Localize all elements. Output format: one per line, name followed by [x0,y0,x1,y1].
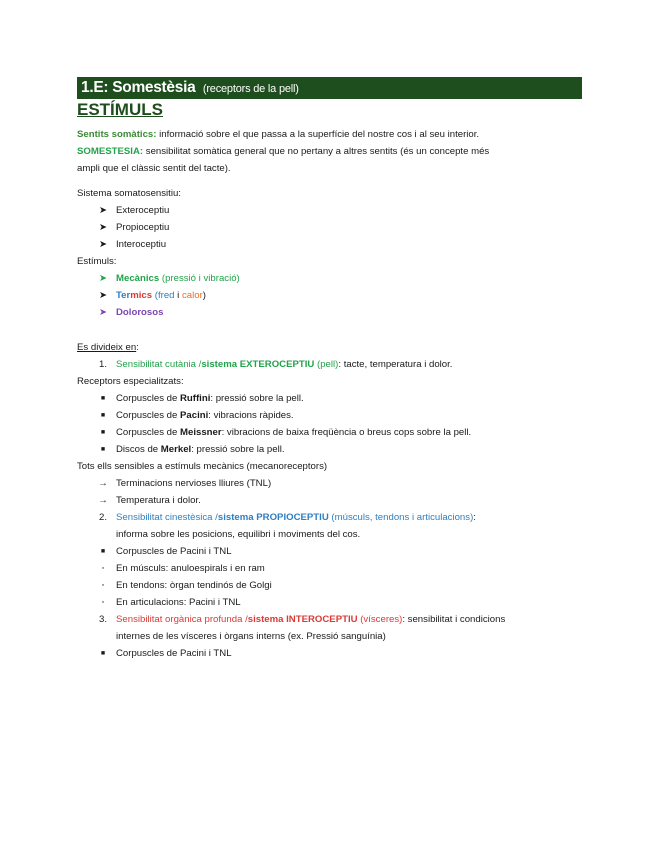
intro-label-2: SOMESTESIA: [77,146,144,157]
s1-a: Sensibilitat cutània / [116,359,202,370]
s3-c: (vísceres) [357,614,403,625]
list-item-text: En articulacions: Pacini i TNL [116,597,241,608]
paren: ) [202,290,206,301]
intro-line-3: ampli que el clàssic sentit del tacte). [77,163,231,174]
receptors-label: Receptors especialitzats: [77,376,184,387]
list-item [77,560,582,577]
arrowhead-bullet-icon: ➤ [98,290,108,301]
list-item [77,304,582,321]
rec-name: Ruffini [180,393,211,404]
rec-name: Meissner [180,427,222,438]
item-number: 2. [98,512,107,523]
stimulus-calor: calor [181,290,203,301]
divides-label [77,339,582,356]
s1-b: sistema EXTEROCEPTIU [201,359,315,370]
stimulus-fred: fred [157,290,175,301]
rec-pre: Corpuscles de [116,427,180,438]
divides-label-text: Es divideix en [77,342,137,353]
system-label: Sistema somatosensitiu: [77,188,181,199]
s2-c: (músculs, tendons i articulacions) [328,512,474,523]
list-item-text: Exteroceptiu [116,205,170,216]
section-heading: ESTÍMULS [77,100,163,119]
square-bullet-icon: ■ [100,429,106,436]
list-item [77,492,582,509]
list-item-text: Propioceptiu [116,222,170,233]
s3-b: sistema INTEROCEPTIU [247,614,358,625]
arrowhead-bullet-icon: ➤ [98,273,108,284]
stimulus-mecanics: Mecànics [116,273,160,284]
list-item [77,594,582,611]
circle-bullet-icon: ▫ [101,565,105,572]
list-item [77,407,582,424]
list-item [77,543,582,560]
rec-pre: Corpuscles de [116,393,180,404]
rec-post: : vibracions de baixa freqüència o breus cops sobre la pell. [221,427,472,438]
stimulus-dolorosos: Dolorosos [116,307,164,318]
rec-post: : pressió sobre la pell. [191,444,285,455]
stimulus-termics-b: mics [130,290,153,301]
list-item [77,202,582,219]
rec-pre: Corpuscles de [116,410,180,421]
title-bar [77,77,582,99]
title-main: 1.E: Somestèsia [81,79,196,96]
s3-a: Sensibilitat orgànica profunda / [116,614,248,625]
title-sub: (receptors de la pell) [202,83,299,95]
intro-line-2 [77,143,582,160]
list-item-text: Temperatura i dolor. [116,495,201,506]
s2-d: : [473,512,476,523]
rec-name: Merkel [160,444,192,455]
spacer [77,177,582,185]
arrowhead-bullet-icon: ➤ [98,205,108,216]
list-item-text: En músculs: anuloespirals i en ram [116,563,265,574]
square-bullet-icon: ■ [100,650,106,657]
rec-pre: Discos de [116,444,161,455]
arrow-right-icon: → [98,478,108,489]
s2-b: sistema PROPIOCEPTIU [217,512,329,523]
item-number: 3. [98,614,107,625]
numbered-item [77,509,582,526]
arrow-right-icon: → [98,495,108,506]
list-item [77,424,582,441]
square-bullet-icon: ■ [100,548,106,555]
list-item [77,236,582,253]
list-item [77,270,582,287]
square-bullet-icon: ■ [100,395,106,402]
intro-text-2: sensibilitat somàtica general que no pertany a altres sentits (és un concepte més [143,146,490,157]
circle-bullet-icon: ▫ [101,599,105,606]
intro-line-1 [77,126,582,143]
list-item-text: Interoceptiu [116,239,167,250]
intro-text-1: informació sobre el que passa a la superfície del nostre cos i al seu interior. [156,129,480,140]
paren: ( [152,290,158,301]
stimulus-pressio: pressió [165,273,197,284]
stimuli-label: Estímuls: [77,256,117,267]
item-number: 1. [98,359,107,370]
rec-name: Pacini [180,410,209,421]
conj: i [196,273,204,284]
colon: : [136,342,139,353]
s3-d: : sensibilitat i condicions [402,614,506,625]
numbered-item [77,356,582,373]
list-item [77,645,582,662]
paren: ) [236,273,240,284]
stimulus-vibracio: vibració [203,273,237,284]
paren: ( [159,273,166,284]
spacer [77,321,582,339]
list-item [77,475,582,492]
list-item-text: Corpuscles de Pacini i TNL [116,546,232,557]
list-item [77,390,582,407]
list-item-text: Terminacions nervioses lliures (TNL) [116,478,272,489]
rec-post: : vibracions ràpides. [208,410,294,421]
square-bullet-icon: ■ [100,446,106,453]
arrowhead-bullet-icon: ➤ [98,307,108,318]
arrowhead-bullet-icon: ➤ [98,222,108,233]
list-item [77,577,582,594]
item-continuation: internes de les vísceres i òrgans interns (ex. Pressió sanguínia) [116,631,386,642]
square-bullet-icon: ■ [100,412,106,419]
intro-label-1: Sentits somàtics: [77,129,157,140]
list-item [77,441,582,458]
list-item-text: En tendons: òrgan tendinós de Golgi [116,580,272,591]
stimulus-termics-a: Ter [116,290,131,301]
list-item [77,219,582,236]
conj: i [174,290,182,301]
rec-post: : pressió sobre la pell. [210,393,304,404]
item-continuation: informa sobre les posicions, equilibri i moviments del cos. [116,529,361,540]
mechano-label: Tots ells sensibles a estímuls mecànics (mecanoreceptors) [77,461,328,472]
arrowhead-bullet-icon: ➤ [98,239,108,250]
s2-a: Sensibilitat cinestèsica / [116,512,218,523]
numbered-item [77,611,582,628]
circle-bullet-icon: ▫ [101,582,105,589]
list-item [77,287,582,304]
list-item-text: Corpuscles de Pacini i TNL [116,648,232,659]
document-page [77,77,582,662]
s1-d: : tacte, temperatura i dolor. [338,359,453,370]
s1-c: (pell) [314,359,339,370]
